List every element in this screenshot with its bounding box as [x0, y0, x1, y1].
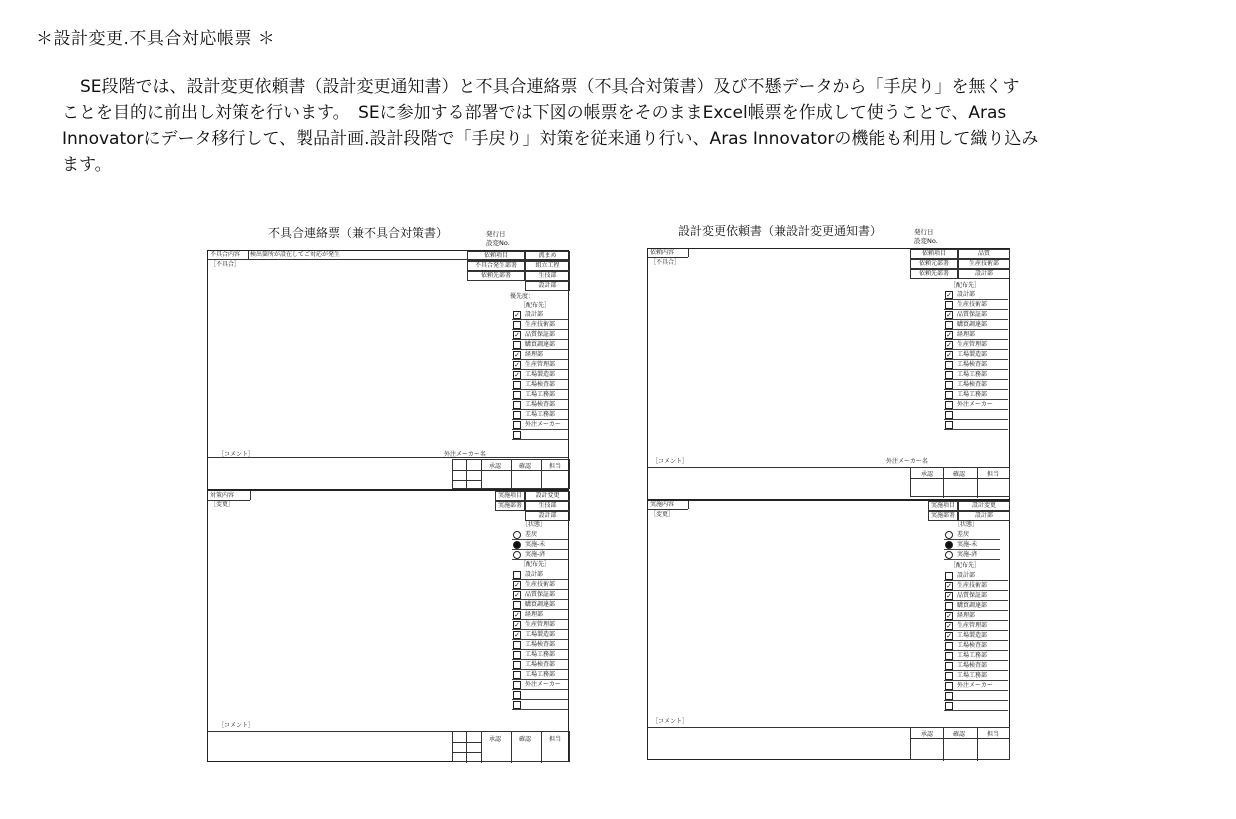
side-cell-label: 依頼先部署 — [467, 271, 525, 281]
side-cell-value: 設計変更 — [525, 491, 570, 501]
distribution-checkbox[interactable]: ✓ — [514, 581, 520, 589]
distribution-checkbox[interactable] — [945, 321, 953, 329]
distribution-label: 工場検査部 — [957, 381, 988, 388]
right-sign-box-2 — [910, 727, 1010, 760]
approve-label: 承認 — [921, 731, 934, 738]
distribution-checkbox[interactable]: ✓ — [946, 582, 952, 590]
distribution-checkbox[interactable] — [513, 321, 521, 329]
distribution-item — [944, 390, 1008, 400]
status-label: 実施-未 — [525, 541, 546, 548]
side-cell-label: 依頼先部署 — [910, 269, 958, 279]
distribution-item — [512, 380, 568, 390]
right-form — [647, 248, 1010, 760]
distribution-label: 工場工務部 — [525, 651, 556, 658]
side-cell-value: 設計変更 — [958, 501, 1010, 511]
left-priority-label: 優先度： — [510, 293, 535, 300]
side-cell-value: 生技部 — [525, 501, 570, 511]
distribution-label: 工場検査部 — [525, 661, 556, 668]
check-label: 確認 — [953, 471, 966, 478]
distribution-label: 設計部 — [525, 311, 544, 318]
distribution-checkbox[interactable]: ✓ — [514, 331, 520, 339]
distribution-item — [944, 360, 1008, 370]
charge-label: 担当 — [549, 736, 562, 743]
left-top-label: 不具合内容 — [210, 251, 241, 258]
right-comment-label: ［コメント］ — [652, 458, 689, 465]
left-form — [207, 250, 569, 762]
distribution-label: 工場工務部 — [957, 391, 988, 398]
distribution-checkbox[interactable] — [945, 672, 953, 680]
left-maker-label: 外注メーカー名 — [444, 451, 486, 458]
distribution-label: 生産管理部 — [525, 361, 556, 368]
distribution-item — [512, 600, 568, 610]
status-option — [944, 530, 1000, 540]
distribution-item — [944, 641, 1008, 651]
distribution-label: 工場工務部 — [957, 672, 988, 679]
approve-label: 承認 — [489, 736, 502, 743]
side-cell-value: 生産技術部 — [958, 259, 1010, 269]
distribution-checkbox[interactable] — [513, 641, 521, 649]
distribution-label: 工場工務部 — [525, 671, 556, 678]
left-status-label: ［状態］ — [522, 521, 547, 528]
description-paragraph — [62, 74, 1172, 178]
status-option — [512, 530, 568, 540]
charge-label: 担当 — [987, 471, 1000, 478]
distribution-item — [512, 620, 568, 630]
side-cell-value: 流まめ — [525, 251, 570, 261]
left-section2-label: 対策内容 — [210, 492, 235, 499]
distribution-label: 購買調達部 — [957, 602, 988, 609]
distribution-label: 品質保証部 — [957, 592, 988, 599]
distribution-item — [944, 581, 1008, 591]
status-label: 実施-済 — [957, 551, 978, 558]
distribution-item — [512, 570, 568, 580]
distribution-item — [512, 320, 568, 330]
right-form-meta — [914, 228, 938, 246]
status-option — [944, 540, 1000, 550]
distribution-label: 生産技術部 — [957, 582, 988, 589]
left-comment-label: ［コメント］ — [218, 451, 255, 458]
side-cell-label: 実施部署 — [495, 501, 525, 511]
distribution-checkbox[interactable] — [945, 642, 953, 650]
distribution-checkbox[interactable]: ✓ — [946, 351, 952, 359]
status-option — [512, 540, 568, 550]
approve-label: 承認 — [489, 463, 502, 470]
distribution-item — [512, 640, 568, 650]
distribution-checkbox[interactable] — [945, 401, 953, 409]
distribution-label: 工場検査部 — [525, 641, 556, 648]
left-change-label: ［変更］ — [210, 501, 235, 508]
distribution-label: 経理部 — [957, 612, 976, 619]
status-label: 実施-済 — [525, 551, 546, 558]
status-option — [944, 550, 1000, 560]
distribution-item — [944, 370, 1008, 380]
side-cell-label: 実施部署 — [928, 511, 958, 521]
distribution-checkbox[interactable]: ✓ — [514, 631, 520, 639]
distribution-item — [944, 611, 1008, 621]
distribution-checkbox[interactable] — [513, 411, 521, 419]
right-dist2-label: ［配布先］ — [950, 562, 981, 569]
distribution-label: 設計部 — [957, 291, 976, 298]
distribution-item — [512, 590, 568, 600]
distribution-item — [512, 310, 568, 320]
distribution-item — [512, 350, 568, 360]
left-comment2-label: ［コメント］ — [218, 722, 255, 729]
side-cell-value: 設計部 — [525, 511, 570, 521]
distribution-item — [512, 410, 568, 420]
change-no-label: 設変No. — [914, 237, 938, 245]
distribution-item — [944, 701, 1008, 711]
distribution-checkbox[interactable] — [513, 421, 521, 429]
paragraph-line: ます。 — [62, 155, 112, 175]
distribution-checkbox[interactable]: ✓ — [946, 331, 952, 339]
distribution-item — [512, 650, 568, 660]
distribution-label: 外注メーカー — [525, 421, 561, 428]
distribution-label: 品質保証部 — [525, 331, 556, 338]
distribution-label: 外注メーカー — [957, 682, 993, 689]
distribution-item — [944, 290, 1008, 300]
right-change-label: ［変更］ — [650, 511, 675, 518]
distribution-checkbox[interactable] — [513, 691, 521, 699]
side-cell-label: 実施項目 — [928, 501, 958, 511]
distribution-checkbox[interactable] — [945, 692, 953, 700]
distribution-item — [512, 360, 568, 370]
distribution-item — [512, 430, 568, 440]
distribution-item — [512, 390, 568, 400]
distribution-label: 工場工務部 — [525, 391, 556, 398]
distribution-checkbox[interactable] — [945, 391, 953, 399]
distribution-checkbox[interactable] — [513, 341, 521, 349]
distribution-checkbox[interactable] — [945, 411, 953, 419]
distribution-label: 生産技術部 — [957, 301, 988, 308]
side-cell-value: 生技部 — [525, 271, 570, 281]
left-sign-box — [452, 459, 570, 489]
right-top-label: 依頼内容 — [650, 249, 675, 256]
status-label: 実施-未 — [957, 541, 978, 548]
distribution-checkbox[interactable] — [513, 701, 521, 709]
distribution-checkbox[interactable] — [945, 301, 953, 309]
status-label: 差戻 — [525, 531, 538, 538]
side-cell-label: 依頼元部署 — [910, 259, 958, 269]
issue-date-label: 発行日 — [486, 230, 506, 238]
distribution-checkbox[interactable] — [513, 671, 521, 679]
status-radio[interactable] — [945, 541, 953, 549]
distribution-checkbox[interactable] — [945, 361, 953, 369]
distribution-checkbox[interactable] — [513, 651, 521, 659]
distribution-label: 外注メーカー — [525, 681, 561, 688]
side-cell-value: 設計部 — [958, 511, 1010, 521]
right-maker-label: 外注メーカー名 — [886, 458, 928, 465]
distribution-label: 工場製造部 — [957, 351, 988, 358]
distribution-label: 経理部 — [957, 331, 976, 338]
distribution-label: 購買調達部 — [957, 321, 988, 328]
distribution-checkbox[interactable] — [513, 391, 521, 399]
distribution-label: 工場検査部 — [957, 361, 988, 368]
right-form-title: 設計変更依頼書（兼設計変更通知書） — [678, 224, 883, 238]
paragraph-line: ことを目的に前出し対策を行います。 SEに参加する部署では下図の帳票をそのままExcel帳票を作成して使うことで、Aras — [62, 103, 1007, 123]
distribution-checkbox[interactable]: ✓ — [946, 341, 952, 349]
side-cell-label: 実施項目 — [495, 491, 525, 501]
distribution-label: 工場検査部 — [525, 401, 556, 408]
distribution-checkbox[interactable] — [945, 421, 953, 429]
distribution-label: 工場工務部 — [957, 652, 988, 659]
side-cell-value: 品質 — [958, 249, 1010, 259]
distribution-label: 生産技術部 — [525, 581, 556, 588]
distribution-item — [512, 420, 568, 430]
status-radio[interactable] — [513, 541, 521, 549]
check-label: 確認 — [519, 463, 532, 470]
distribution-label: 生産管理部 — [957, 622, 988, 629]
distribution-label: 外注メーカー — [957, 401, 993, 408]
status-option — [512, 550, 568, 560]
distribution-label: 工場検査部 — [525, 381, 556, 388]
distribution-label: 生産管理部 — [525, 621, 556, 628]
distribution-item — [944, 591, 1008, 601]
distribution-item — [512, 680, 568, 690]
distribution-item — [944, 571, 1008, 581]
distribution-item — [944, 621, 1008, 631]
left-form-meta — [486, 230, 510, 248]
distribution-checkbox[interactable] — [513, 661, 521, 669]
distribution-checkbox[interactable]: ✓ — [514, 621, 520, 629]
side-cell-label: 不具合発生部署 — [467, 261, 525, 271]
distribution-item — [944, 601, 1008, 611]
status-radio[interactable] — [513, 551, 521, 559]
distribution-item — [512, 330, 568, 340]
distribution-item — [944, 320, 1008, 330]
distribution-checkbox[interactable] — [513, 431, 521, 439]
distribution-item — [944, 380, 1008, 390]
distribution-item — [944, 691, 1008, 701]
paragraph-line: SE段階では、設計変更依頼書（設計変更通知書）と不具合連絡票（不具合対策書）及び不懸データから「手戻り」を無くす — [80, 77, 1020, 97]
distribution-item — [944, 340, 1008, 350]
side-cell-value: 組立工程 — [525, 261, 570, 271]
distribution-label: 工場製造部 — [525, 371, 556, 378]
distribution-label: 購買調達部 — [525, 601, 556, 608]
distribution-item — [944, 350, 1008, 360]
distribution-checkbox[interactable] — [513, 381, 521, 389]
distribution-checkbox[interactable] — [945, 702, 953, 710]
distribution-label: 工場検査部 — [957, 642, 988, 649]
status-label: 差戻 — [957, 531, 970, 538]
distribution-item — [944, 300, 1008, 310]
distribution-checkbox[interactable]: ✓ — [514, 351, 520, 359]
distribution-item — [512, 690, 568, 700]
distribution-item — [512, 370, 568, 380]
left-sign-box-2 — [452, 731, 570, 762]
left-dist2-label: ［配布先］ — [520, 561, 551, 568]
status-radio[interactable] — [513, 531, 521, 539]
distribution-checkbox[interactable] — [945, 602, 953, 610]
distribution-item — [512, 580, 568, 590]
distribution-item — [944, 651, 1008, 661]
side-cell-label: 依頼項目 — [910, 249, 958, 259]
distribution-checkbox[interactable]: ✓ — [514, 361, 520, 369]
distribution-item — [944, 671, 1008, 681]
check-label: 確認 — [953, 731, 966, 738]
distribution-label: 工場工務部 — [957, 371, 988, 378]
distribution-checkbox[interactable]: ✓ — [514, 611, 520, 619]
charge-label: 担当 — [987, 731, 1000, 738]
check-label: 確認 — [519, 736, 532, 743]
distribution-checkbox[interactable] — [945, 662, 953, 670]
right-dist-label: ［配布先］ — [950, 282, 981, 289]
distribution-checkbox[interactable]: ✓ — [514, 591, 520, 599]
right-comment2-label: ［コメント］ — [652, 718, 689, 725]
right-status-label: ［状態］ — [954, 521, 979, 528]
distribution-label: 品質保証部 — [525, 591, 556, 598]
distribution-label: 生産技術部 — [525, 321, 556, 328]
page-heading: ＊設計変更.不具合対応帳票 ＊ — [36, 29, 276, 49]
distribution-item — [512, 660, 568, 670]
distribution-checkbox[interactable] — [513, 571, 521, 579]
distribution-checkbox[interactable] — [513, 601, 521, 609]
distribution-item — [944, 410, 1008, 420]
distribution-item — [944, 400, 1008, 410]
distribution-label: 品質保証部 — [957, 311, 988, 318]
distribution-checkbox[interactable]: ✓ — [946, 291, 952, 299]
distribution-item — [944, 681, 1008, 691]
distribution-label: 経理部 — [525, 611, 544, 618]
distribution-checkbox[interactable]: ✓ — [946, 311, 952, 319]
issue-date-label: 発行日 — [914, 228, 934, 236]
distribution-item — [512, 670, 568, 680]
distribution-checkbox[interactable] — [945, 682, 953, 690]
distribution-label: 工場検査部 — [957, 662, 988, 669]
status-radio[interactable] — [945, 551, 953, 559]
distribution-checkbox[interactable]: ✓ — [946, 612, 952, 620]
left-problem-label: ［不具合］ — [210, 261, 241, 268]
distribution-checkbox[interactable] — [513, 681, 521, 689]
distribution-checkbox[interactable] — [945, 381, 953, 389]
side-cell-value: 設計部 — [958, 269, 1010, 279]
approve-label: 承認 — [921, 471, 934, 478]
distribution-item — [944, 661, 1008, 671]
distribution-checkbox[interactable]: ✓ — [514, 371, 520, 379]
distribution-label: 購買調達部 — [525, 341, 556, 348]
distribution-label: 設計部 — [525, 571, 544, 578]
distribution-checkbox[interactable]: ✓ — [946, 592, 952, 600]
distribution-checkbox[interactable] — [513, 401, 521, 409]
distribution-item — [944, 310, 1008, 320]
distribution-item — [512, 400, 568, 410]
distribution-label: 工場工務部 — [525, 411, 556, 418]
distribution-label: 工場製造部 — [957, 632, 988, 639]
left-form-title: 不具合連絡票（兼不具合対策書） — [268, 226, 449, 240]
distribution-label: 工場製造部 — [525, 631, 556, 638]
left-dist-label: ［配布先］ — [520, 302, 551, 309]
distribution-item — [512, 610, 568, 620]
side-cell-label: 依頼項目 — [467, 251, 525, 261]
side-cell-value: 設計部 — [525, 281, 570, 291]
distribution-item — [512, 630, 568, 640]
charge-label: 担当 — [549, 463, 562, 470]
left-top-note: 検出箇所が設在してご対応が発生 — [250, 251, 341, 258]
distribution-item — [512, 700, 568, 710]
distribution-checkbox[interactable]: ✓ — [946, 632, 952, 640]
right-section2-label: 実施内容 — [650, 501, 675, 508]
distribution-item — [944, 420, 1008, 430]
distribution-checkbox[interactable] — [945, 371, 953, 379]
distribution-label: 経理部 — [525, 351, 544, 358]
change-no-label: 設変No. — [486, 239, 510, 247]
distribution-checkbox[interactable]: ✓ — [946, 622, 952, 630]
distribution-item — [944, 330, 1008, 340]
right-sign-box — [910, 467, 1010, 497]
distribution-label: 設計部 — [957, 572, 976, 579]
paragraph-line: Innovatorにデータ移行して、製品計画.設計段階で「手戻り」対策を従来通り行い、Aras Innovatorの機能も利用して織り込み — [62, 129, 1039, 149]
distribution-item — [944, 631, 1008, 641]
distribution-item — [512, 340, 568, 350]
distribution-checkbox[interactable]: ✓ — [514, 311, 520, 319]
status-radio[interactable] — [945, 531, 953, 539]
distribution-checkbox[interactable] — [945, 572, 953, 580]
distribution-label: 生産管理部 — [957, 341, 988, 348]
right-problem-label: ［不具合］ — [650, 259, 681, 266]
distribution-checkbox[interactable] — [945, 652, 953, 660]
